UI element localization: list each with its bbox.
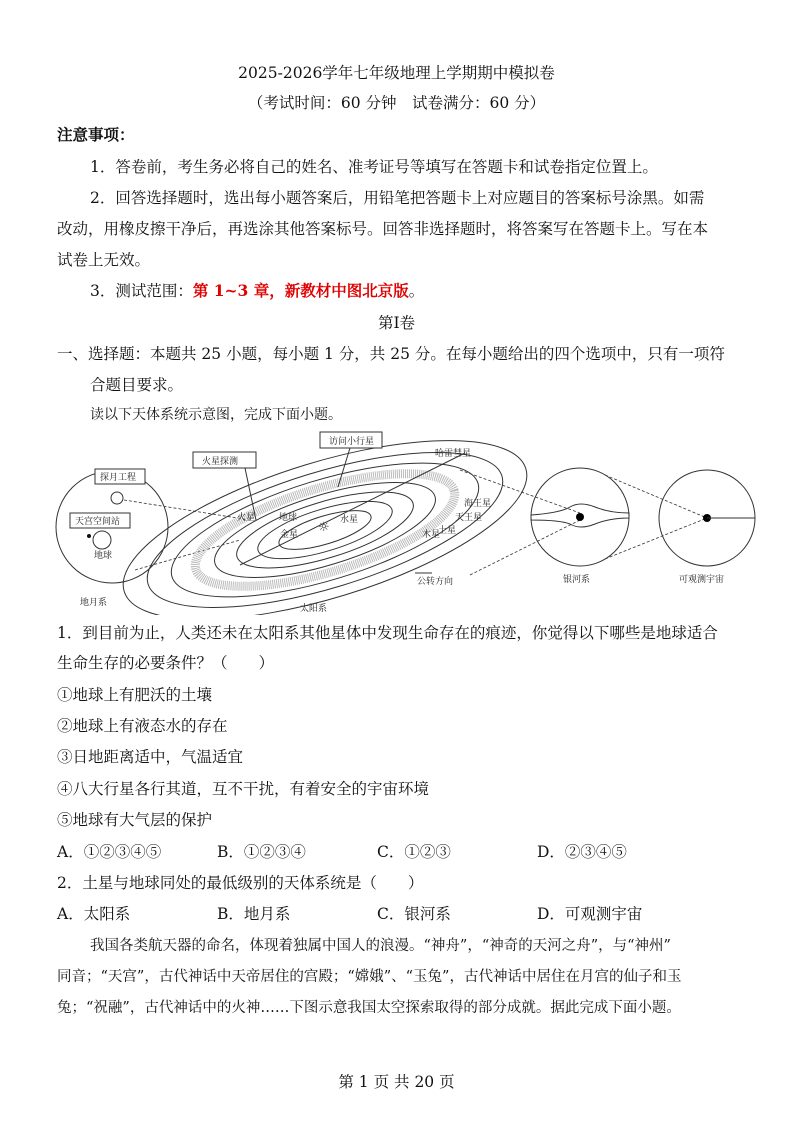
- label-orbit-direction: 公转方向: [417, 577, 454, 587]
- notice-item-2-cont: 改动，用橡皮擦干净后，再选涂其他答案标号。回答非选择题时，将答案写在答题卡上。写在本: [57, 220, 709, 238]
- option-a[interactable]: A．①②③④⑤: [57, 843, 162, 861]
- label-jupiter: 木星: [422, 530, 441, 540]
- scope-label: 3．测试范围：: [90, 282, 193, 300]
- scope-end: 。: [408, 282, 425, 300]
- space-station-dot: [87, 534, 91, 538]
- passage-line-3: 兔；“祝融”，古代神话中的火神……下图示意我国太空探索取得的部分成就。据此完成下面小题。: [57, 1000, 681, 1016]
- option-b[interactable]: B．地月系: [217, 905, 291, 923]
- earth-circle: [93, 531, 111, 549]
- statement-1: ①地球上有肥沃的土壤: [57, 686, 213, 704]
- passage-line-1: 我国各类航天器的命名，体现着独属中国人的浪漫。“神舟”，“神奇的天河之舟”，与“神州”: [90, 938, 671, 954]
- option-d[interactable]: D．可观测宇宙: [537, 905, 643, 923]
- statement-2: ②地球上有液态水的存在: [57, 717, 228, 735]
- label-earth: 地球: [94, 551, 113, 561]
- scope-value: 第 1~3 章，新教材中图北京版: [192, 281, 409, 300]
- figure-intro: 读以下天体系统示意图，完成下面小题。: [90, 407, 342, 423]
- label-neptune: 海王星: [464, 499, 492, 509]
- label-mars-probe: 火星探测: [202, 457, 239, 467]
- label-solar-system: 太阳系: [300, 604, 328, 614]
- question-1-stem-cont: 生命生存的必要条件？（ ）: [57, 654, 275, 672]
- celestial-systems-diagram: [50, 425, 760, 615]
- question-1-stem: 1．到目前为止，人类还未在太阳系其他星体中发现生命存在的痕迹，你觉得以下哪些是地球适合: [57, 624, 718, 642]
- volume-heading: 第I卷: [377, 314, 416, 332]
- section-1-heading-cont: 合题目要求。: [90, 376, 184, 394]
- page-footer: 第 1 页 共 20 页: [338, 1073, 455, 1091]
- label-earth-moon: 地月系: [80, 598, 108, 608]
- label-venus: 金星: [280, 530, 299, 540]
- label-mars: 火星: [237, 513, 256, 523]
- statement-5: ⑤地球有大气层的保护: [57, 811, 213, 829]
- option-c[interactable]: C．银河系: [377, 905, 451, 923]
- option-a[interactable]: A．太阳系: [57, 905, 131, 923]
- notice-item-3: [90, 281, 738, 301]
- notice-heading: 注意事项：: [57, 125, 135, 144]
- moon-circle: [111, 492, 123, 504]
- label-moon-project: 探月工程: [100, 473, 137, 483]
- exam-subtitle: （考试时间：60 分钟 试卷满分：60 分）: [247, 94, 546, 112]
- statement-4: ④八大行星各行其道，互不干扰，有着安全的宇宙环境: [57, 780, 430, 798]
- section-1-heading: 一、选择题：本题共 25 小题，每小题 1 分，共 25 分。在每小题给出的四个选项中，只有一项符: [57, 345, 725, 363]
- question-2-options: [57, 904, 738, 924]
- option-d[interactable]: D．②③④⑤: [537, 843, 627, 861]
- option-b[interactable]: B．①②③④: [217, 843, 306, 861]
- label-uranus: 天王星: [455, 513, 483, 523]
- label-halley: 哈雷彗星: [435, 449, 472, 459]
- option-c[interactable]: C．①②③: [377, 843, 451, 861]
- label-saturn: 土星: [438, 526, 457, 536]
- question-2-stem: 2．土星与地球同处的最低级别的天体系统是（ ）: [57, 874, 424, 892]
- label-tiangong: 天宫空间站: [75, 517, 121, 527]
- label-earth-planet: 地球: [279, 513, 298, 523]
- notice-item-1: 1．答卷前，考生务必将自己的姓名、准考证号等填写在答题卡和试卷指定位置上。: [90, 158, 658, 176]
- label-universe: 可观测宇宙: [679, 575, 725, 585]
- sun-icon: ☼: [318, 520, 330, 535]
- passage-line-2: 同音；“天宫”，古代神话中天帝居住的宫殿；“嫦娥”、“玉兔”，古代神话中居住在月宫的仙子和玉: [57, 969, 682, 985]
- question-1-options: [57, 842, 738, 862]
- label-mercury: 水星: [340, 515, 359, 525]
- exam-title: 2025-2026学年七年级地理上学期期中模拟卷: [238, 64, 555, 82]
- label-milky-way: 银河系: [563, 575, 591, 585]
- notice-item-2: 2．回答选择题时，选出每小题答案后，用铅笔把答题卡上对应题目的答案标号涂黑。如需: [90, 189, 705, 207]
- notice-item-2-end: 试卷上无效。: [57, 251, 151, 269]
- label-asteroid-visit: 访问小行星: [329, 437, 375, 447]
- statement-3: ③日地距离适中，气温适宜: [57, 748, 244, 766]
